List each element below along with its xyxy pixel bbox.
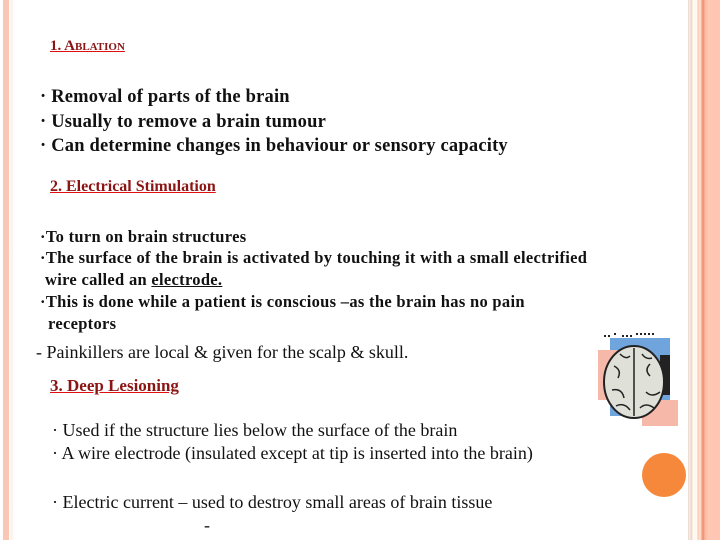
bullet: ·To turn on brain structures [40, 227, 247, 246]
bullet-text: Removal of parts of the brain [51, 87, 290, 107]
brain-clipart-icon [590, 330, 682, 430]
bullet-text: This is done while a patient is conscious –as the brain has no pain [45, 292, 525, 311]
heading-electrical-stimulation: 2. Electrical Stimulation [50, 178, 216, 195]
heading-ablation: 1. Ablation [50, 38, 125, 54]
bullet-text: A wire electrode (insulated except at tip is inserted into the brain) [61, 443, 533, 463]
bullet: · Can determine changes in behaviour or sensory capacity [40, 136, 508, 156]
trailing-dash: - [204, 515, 210, 535]
bullet: · Usually to remove a brain tumour [40, 112, 327, 132]
bullet: · Electric current – used to destroy small areas of brain tissue [52, 492, 493, 512]
right-border-decoration [688, 0, 720, 540]
bullet: · Used if the structure lies below the surface of the brain [52, 420, 458, 440]
bullet-text: Used if the structure lies below the surface of the brain [62, 420, 458, 440]
left-border-decoration [0, 0, 14, 540]
heading-deep-lesioning: 3. Deep Lesioning [50, 376, 179, 395]
bullet-text: Can determine changes in behaviour or sensory capacity [51, 136, 508, 156]
bullet: ·This is done while a patient is conscious –as the brain has no pain [40, 292, 525, 311]
slide-content [14, 0, 692, 540]
bullet: · A wire electrode (insulated except at tip is inserted into the brain) [52, 443, 533, 463]
bullet-continuation: receptors [48, 314, 117, 333]
bullet: ·The surface of the brain is activated by touching it with a small electrified [40, 248, 588, 267]
bullet: · Removal of parts of the brain [40, 87, 290, 107]
bullet-text: The surface of the brain is activated by touching it with a small electrified [45, 248, 588, 267]
bullet-text: Usually to remove a brain tumour [51, 112, 327, 132]
electrode-term: electrode. [151, 270, 223, 289]
note-painkillers: - Painkillers are local & given for the scalp & skull. [36, 342, 409, 362]
bullet-text: wire called an [45, 270, 152, 289]
bullet-text: Electric current – used to destroy small areas of brain tissue [62, 492, 493, 512]
bullet-continuation [45, 270, 222, 290]
orange-circle-decoration [642, 453, 686, 497]
bullet-text: To turn on brain structures [45, 227, 247, 246]
